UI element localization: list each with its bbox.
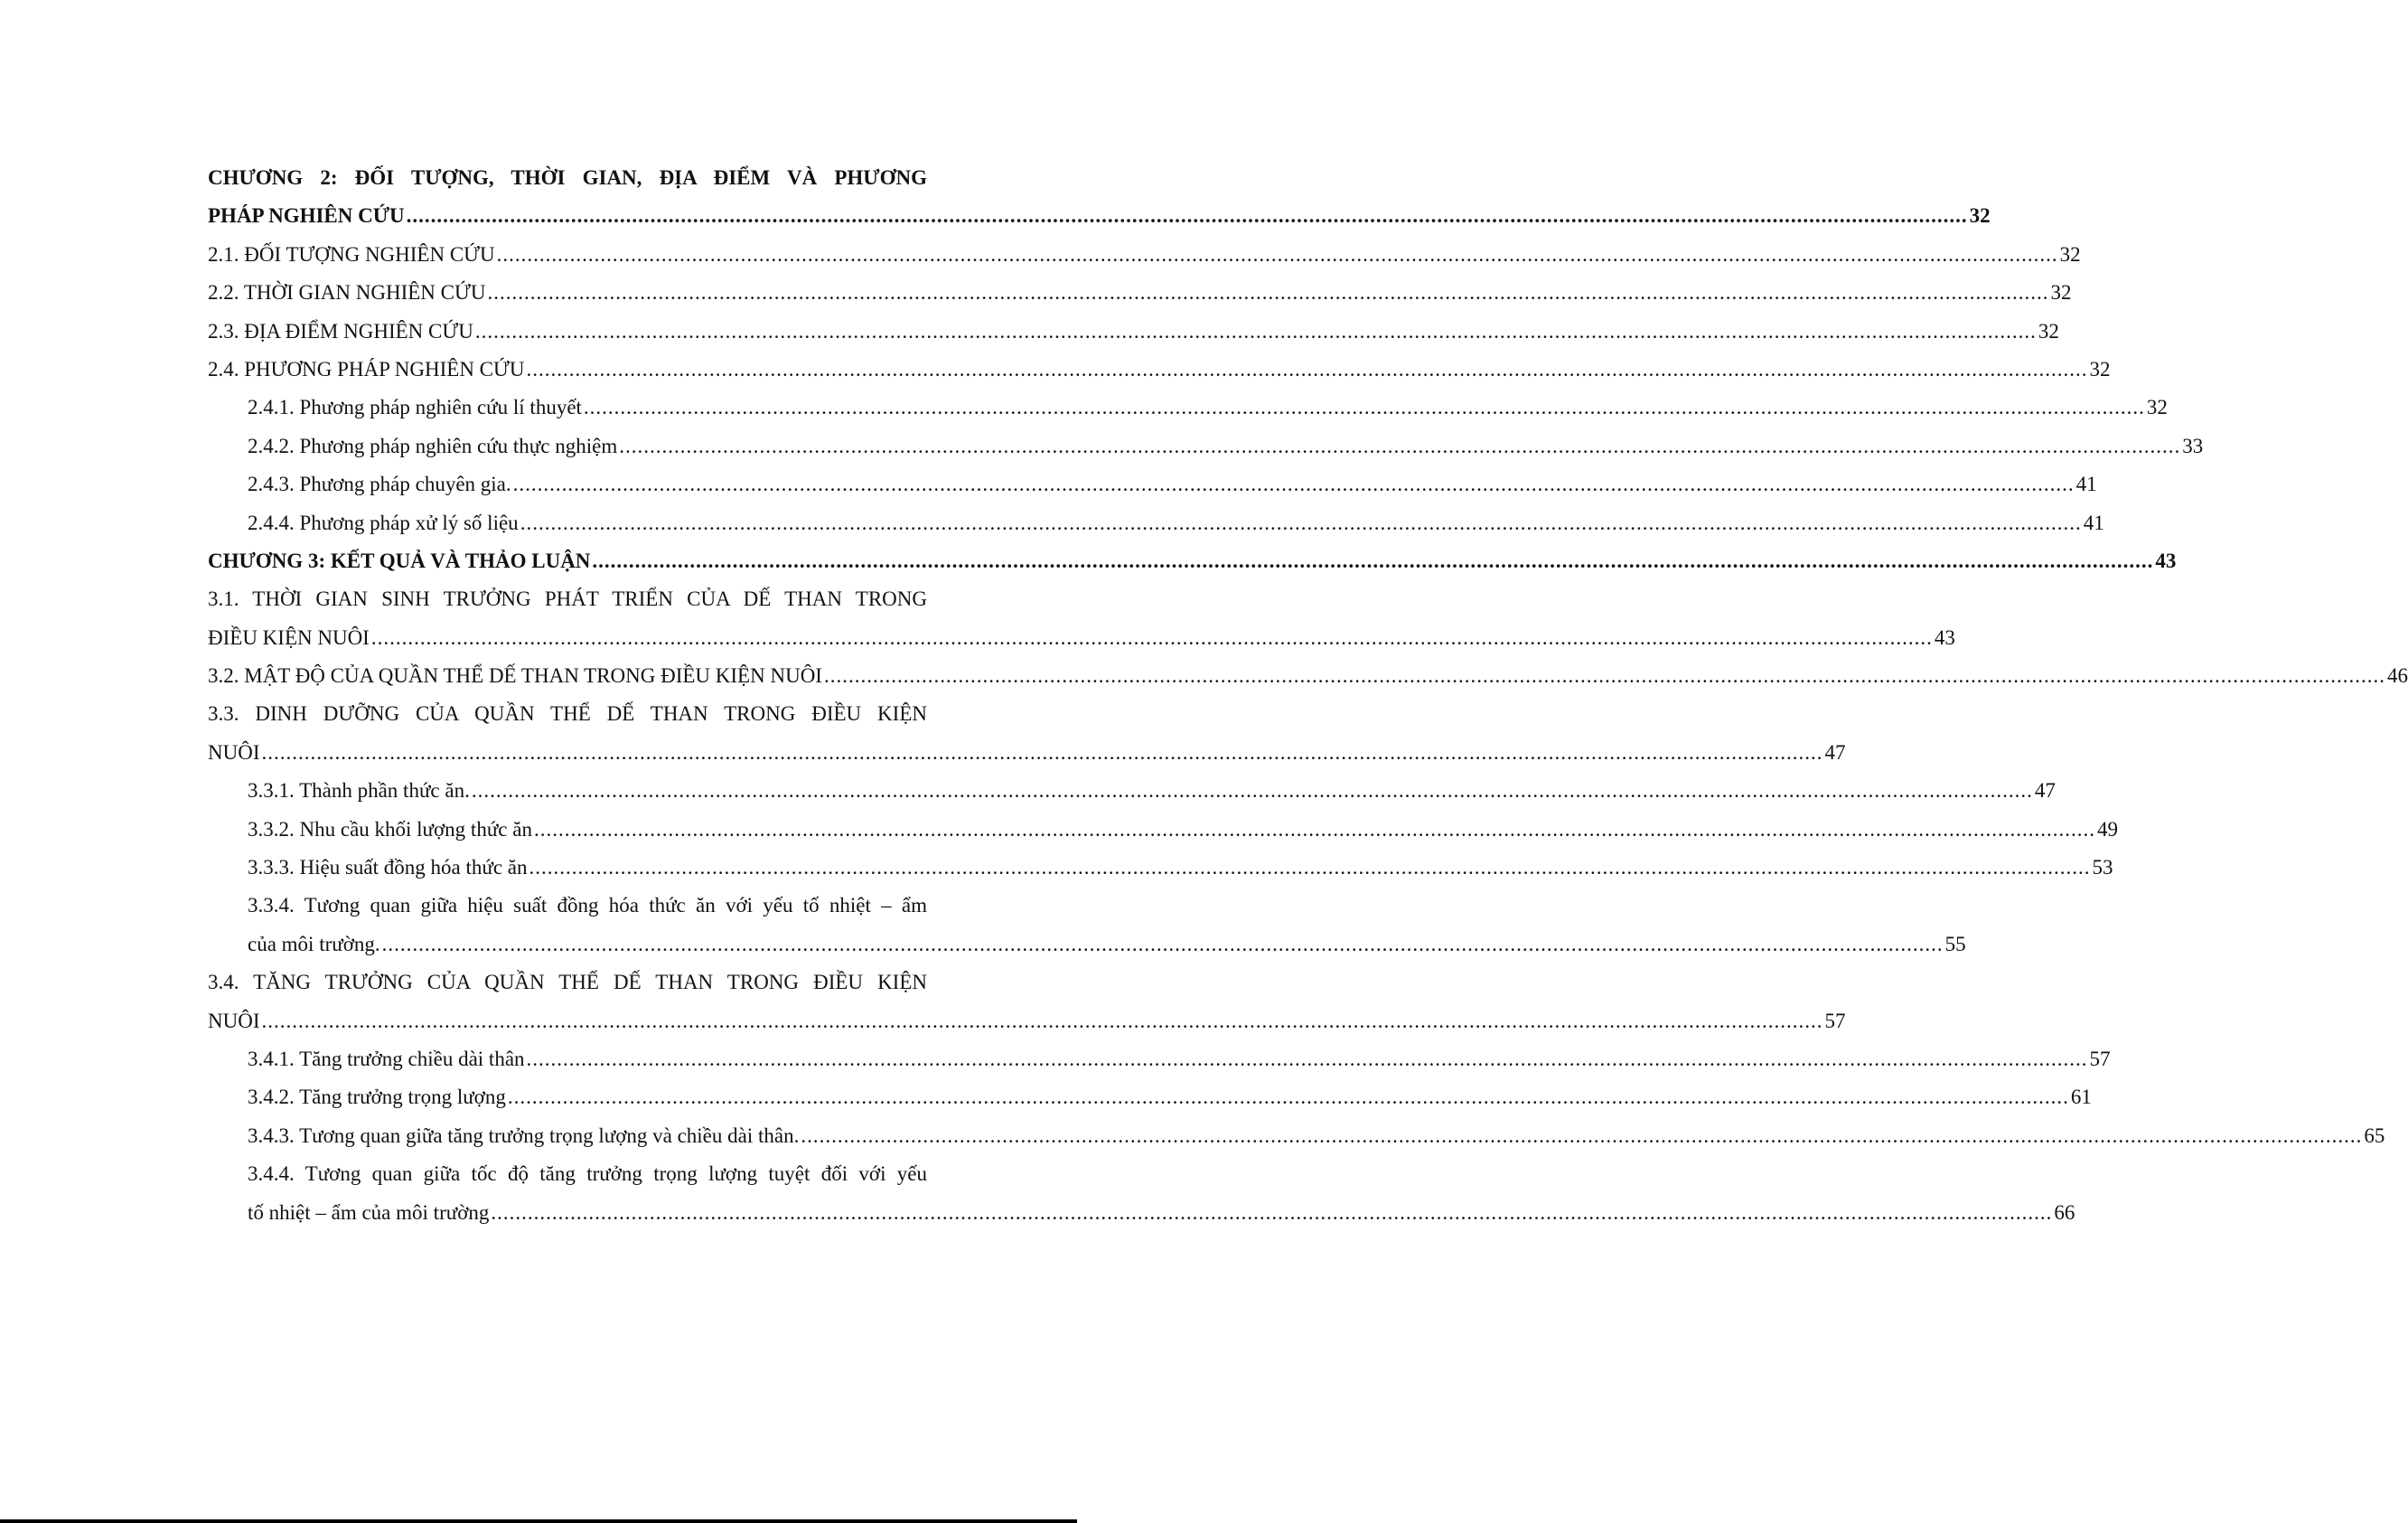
toc-entry-title: 2.4. PHƯƠNG PHÁP NGHIÊN CỨU — [208, 357, 525, 381]
dot-leader — [619, 428, 2180, 465]
toc-ch2-line1[interactable] — [208, 159, 927, 197]
toc-page-number: 53 — [2092, 856, 2113, 879]
toc-page-number: 66 — [2054, 1200, 2075, 1224]
dot-leader — [371, 619, 1933, 657]
toc-entry-title: tố nhiệt – ẩm của môi trường — [248, 1200, 490, 1224]
dot-leader — [529, 849, 2091, 887]
toc-page-number: 61 — [2070, 1086, 2092, 1109]
toc-entry-2-3[interactable] — [208, 313, 2059, 351]
toc-entry-title: 2.2. THỜI GIAN NGHIÊN CỨU — [208, 281, 486, 305]
dot-leader — [407, 197, 1968, 235]
dot-leader — [513, 465, 2075, 503]
toc-entry-3-3-1[interactable] — [208, 772, 2056, 810]
toc-page-number: 46 — [2386, 664, 2408, 688]
page-bottom-edge — [0, 1519, 1077, 1523]
toc-page-number: 57 — [2089, 1047, 2111, 1070]
dot-leader — [824, 657, 2385, 695]
toc-entry-2-4-1[interactable] — [208, 389, 2168, 427]
toc-ch2-line2[interactable] — [208, 197, 1991, 235]
toc-page-number: 57 — [1824, 1009, 1846, 1032]
toc-entry-title: NUÔI — [208, 740, 260, 764]
toc-entry-title: 2.1. ĐỐI TƯỢNG NGHIÊN CỨU — [208, 242, 495, 266]
toc-entry-title: 3.4.4. Tương quan giữa tốc độ tăng trưởng trọng lượng tuyệt đối với yếu — [248, 1162, 927, 1186]
toc-page-number: 32 — [2038, 319, 2059, 343]
toc-entry-title: ĐIỀU KIỆN NUÔI — [208, 625, 370, 649]
toc-entry-2-1[interactable] — [208, 236, 2081, 274]
toc-entry-3-1-line2[interactable] — [208, 619, 1955, 657]
toc-entry-title: 2.4.2. Phương pháp nghiên cứu thực nghiệm — [248, 434, 618, 457]
dot-leader — [592, 542, 2153, 580]
toc-page-number: 55 — [1944, 932, 1966, 955]
toc-page-number: 32 — [2059, 242, 2081, 266]
toc-page-number: 65 — [2364, 1123, 2385, 1147]
toc-entry-2-4-4[interactable] — [208, 504, 2104, 542]
toc-page-number: 33 — [2182, 434, 2204, 457]
toc-entry-3-4-line2[interactable] — [208, 1002, 1846, 1040]
toc-entry-2-4-3[interactable] — [208, 465, 2097, 503]
dot-leader — [491, 1194, 2052, 1232]
toc-entry-title: CHƯƠNG 2: ĐỐI TƯỢNG, THỜI GIAN, ĐỊA ĐIỂM VÀ PHƯƠNG — [208, 166, 927, 189]
toc-entry-title: 3.1. THỜI GIAN SINH TRƯỞNG PHÁT TRIỂN CỦA DẾ THAN TRONG — [208, 588, 927, 611]
toc-entry-3-1-line1[interactable] — [208, 580, 927, 618]
toc-entry-3-4-line1[interactable] — [208, 964, 927, 1001]
toc-entry-3-4-4-line1[interactable] — [208, 1155, 927, 1193]
dot-leader — [520, 504, 2082, 542]
toc-entry-title: 3.4.1. Tăng trưởng chiều dài thân — [248, 1047, 525, 1070]
toc-entry-3-3-line2[interactable] — [208, 734, 1846, 772]
dot-leader — [526, 351, 2087, 389]
dot-leader — [527, 1040, 2088, 1078]
toc-entry-3-3-4-line1[interactable] — [208, 887, 927, 925]
toc-entry-title: PHÁP NGHIÊN CỨU — [208, 204, 405, 228]
toc-entry-title: của môi trường. — [248, 932, 380, 955]
toc-entry-title: 3.4.2. Tăng trưởng trọng lượng — [248, 1086, 506, 1109]
toc-entry-3-3-2[interactable] — [208, 811, 2118, 849]
toc-page-number: 49 — [2096, 817, 2118, 841]
toc-page-number: 32 — [1969, 204, 1991, 228]
toc-entry-title: 3.4.3. Tương quan giữa tăng trưởng trọng lượng và chiều dài thân. — [248, 1123, 800, 1147]
toc-entry-title: 3.3.4. Tương quan giữa hiệu suất đồng hóa thức ăn với yếu tố nhiệt – ẩm — [248, 894, 927, 917]
toc-entry-title: 3.2. MẬT ĐỘ CỦA QUẦN THỂ DẾ THAN TRONG ĐIỀU KIỆN NUÔI — [208, 664, 822, 688]
toc-page-number: 47 — [1824, 740, 1846, 764]
toc-page-number: 32 — [2146, 396, 2168, 419]
toc-entry-2-4[interactable] — [208, 351, 2111, 389]
toc-entry-3-4-1[interactable] — [208, 1040, 2111, 1078]
dot-leader — [801, 1117, 2362, 1155]
toc-entry-3-4-2[interactable] — [208, 1078, 2092, 1116]
toc-entry-title: 2.4.1. Phương pháp nghiên cứu lí thuyết — [248, 396, 582, 419]
toc-entry-title: NUÔI — [208, 1009, 260, 1032]
toc-page-number: 41 — [2075, 473, 2097, 496]
toc-entry-3-3-4-line2[interactable] — [208, 926, 1966, 964]
dot-leader — [534, 811, 2095, 849]
dot-leader — [262, 734, 1823, 772]
toc-entry-3-3-line1[interactable] — [208, 695, 927, 733]
dot-leader — [382, 926, 1944, 964]
toc-entry-title: 3.3.1. Thành phần thức ăn. — [248, 779, 470, 803]
toc-ch3[interactable] — [208, 542, 2177, 580]
toc-page-number: 32 — [2050, 281, 2072, 305]
dot-leader — [508, 1078, 2069, 1116]
toc-entry-title: 2.4.4. Phương pháp xử lý số liệu — [248, 511, 519, 534]
dot-leader — [262, 1002, 1823, 1040]
toc-entry-title: 3.3.3. Hiệu suất đồng hóa thức ăn — [248, 856, 528, 879]
dot-leader — [497, 236, 2058, 274]
toc-entry-3-2[interactable] — [208, 657, 2408, 695]
toc-entry-title: 3.4. TĂNG TRƯỞNG CỦA QUẦN THỂ DẾ THAN TRONG ĐIỀU KIỆN — [208, 971, 927, 994]
toc-entry-title: 2.3. ĐỊA ĐIỂM NGHIÊN CỨU — [208, 319, 473, 343]
toc-entry-3-4-3[interactable] — [208, 1117, 2385, 1155]
table-of-contents — [208, 159, 2408, 1232]
toc-entry-title: 3.3. DINH DƯỠNG CỦA QUẦN THỂ DẾ THAN TRONG ĐIỀU KIỆN — [208, 702, 927, 726]
dot-leader — [475, 313, 2037, 351]
dot-leader — [472, 772, 2033, 810]
toc-entry-3-3-3[interactable] — [208, 849, 2113, 887]
toc-entry-2-2[interactable] — [208, 274, 2072, 312]
toc-entry-title: CHƯƠNG 3: KẾT QUẢ VÀ THẢO LUẬN — [208, 549, 591, 572]
toc-page-number: 43 — [1934, 625, 1955, 649]
toc-page-number: 41 — [2083, 511, 2104, 534]
toc-page-number: 32 — [2089, 357, 2111, 381]
toc-entry-2-4-2[interactable] — [208, 428, 2204, 465]
toc-entry-3-4-4-line2[interactable] — [208, 1194, 2075, 1232]
dot-leader — [487, 274, 2048, 312]
toc-entry-title: 3.3.2. Nhu cầu khối lượng thức ăn — [248, 817, 532, 841]
dot-leader — [584, 389, 2145, 427]
toc-entry-title: 2.4.3. Phương pháp chuyên gia. — [248, 473, 511, 496]
toc-page-number: 43 — [2155, 549, 2177, 572]
toc-page-number: 47 — [2034, 779, 2056, 803]
